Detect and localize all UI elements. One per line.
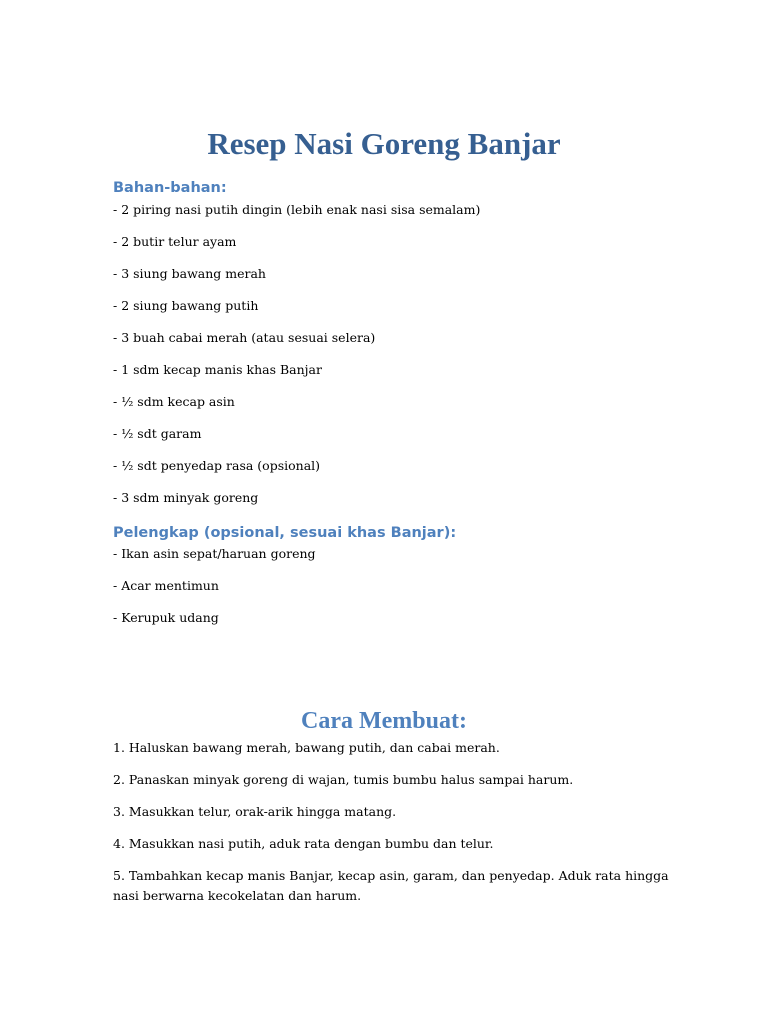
bahan-heading: Bahan-bahan: [113, 180, 227, 196]
list-item: - 2 butir telur ayam [113, 234, 237, 249]
step-item: 3. Masukkan telur, orak-arik hingga matang. [113, 804, 397, 819]
list-item: - ½ sdm kecap asin [113, 394, 235, 409]
page-title: Resep Nasi Goreng Banjar [207, 126, 561, 161]
step-item: 1. Haluskan bawang merah, bawang putih, dan cabai merah. [113, 740, 500, 755]
list-item: - Kerupuk udang [113, 610, 219, 625]
list-item: - ½ sdt garam [113, 426, 202, 441]
step-item: 5. Tambahkan kecap manis Banjar, kecap asin, garam, dan penyedap. Aduk rata hingga nasi berwarna kecokelatan dan harum. [113, 868, 669, 903]
step-item: 4. Masukkan nasi putih, aduk rata dengan bumbu dan telur. [113, 836, 494, 851]
steps-list [113, 738, 673, 918]
step-item: 2. Panaskan minyak goreng di wajan, tumis bumbu halus sampai harum. [113, 772, 574, 787]
list-item: - 1 sdm kecap manis khas Banjar [113, 362, 322, 377]
bahan-list [113, 200, 673, 520]
pelengkap-heading: Pelengkap (opsional, sesuai khas Banjar): [113, 525, 457, 541]
list-item: - 2 piring nasi putih dingin (lebih enak nasi sisa semalam) [113, 202, 481, 217]
list-item: - 3 sdm minyak goreng [113, 490, 259, 505]
list-item: - 3 buah cabai merah (atau sesuai selera) [113, 330, 376, 345]
list-item: - Ikan asin sepat/haruan goreng [113, 546, 316, 561]
list-item: - 2 siung bawang putih [113, 298, 259, 313]
list-item: - ½ sdt penyedap rasa (opsional) [113, 458, 321, 473]
cara-membuat-heading: Cara Membuat: [301, 708, 467, 734]
pelengkap-list [113, 544, 673, 640]
list-item: - Acar mentimun [113, 578, 219, 593]
list-item: - 3 siung bawang merah [113, 266, 266, 281]
